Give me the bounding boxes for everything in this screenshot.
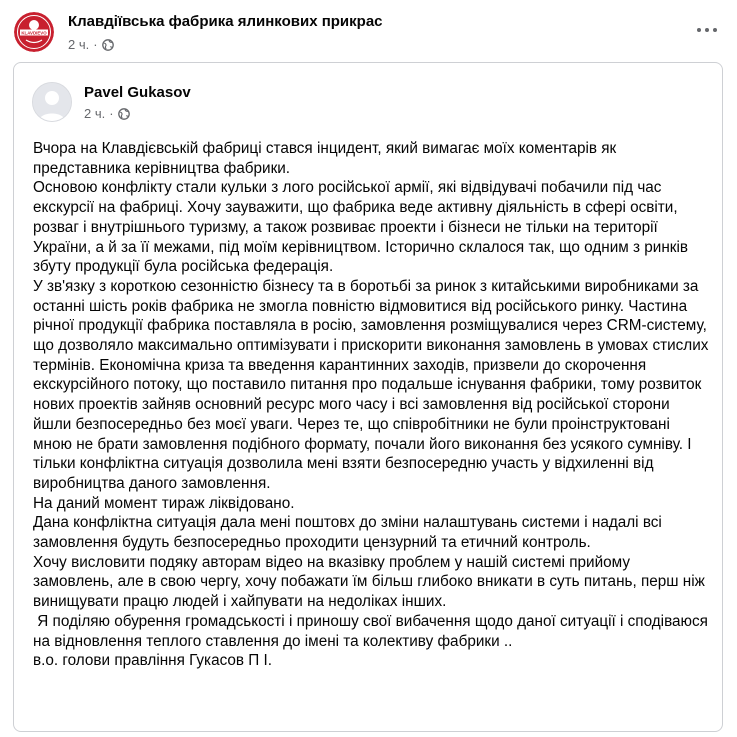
post-paragraph: Вчора на Клавдієвській фабриці стався інцидент, який вимагає моїх коментарів як представника керівництва фабрики. xyxy=(33,140,621,177)
page-post-meta xyxy=(68,37,114,52)
post-timestamp[interactable]: 2 ч. xyxy=(68,37,90,52)
meta-separator: · xyxy=(109,106,114,121)
author-avatar[interactable] xyxy=(32,82,72,122)
post-paragraph: У зв'язку з короткою сезонністю бізнесу та в боротьбі за ринок з китайськими виробниками за останні шість років фабрика не змогла повністю відмовитися від російського ринку. Частина річної продукції фабрика поставляла в росію, замовлення розміщувалися через CRM-систему, що дозволяло максимально оптимізувати і прискорити виконання замовлень в умовах стислих термінів. Економічна криза та введення карантинних заходів, призвели до скорочення екскурсійного потоку, що поставило питання про подальше існування фабрики, тому розвиток нових проектів зайняв основний ресурс мого часу і всі замовлення від російської сторони йшли безпосередньо без моєї уваги. Через те, що співробітники не були проінструктовані мною не брати замовлення подібного формату, почали його виконання без усякого сумніву. І тільки конфліктна ситуація дозволила мені взяти безпосередню участь у відхиленні від виробництва даного замовлення. xyxy=(33,277,713,492)
author-name-link[interactable]: Pavel Gukasov xyxy=(84,84,191,101)
shared-post-meta xyxy=(84,106,130,121)
post-paragraph: Дана конфліктна ситуація дала мені поштовх до зміни налаштувань системи і надалі всі замовлення будуть безпосередньо проходити цензурний та етичний контроль. xyxy=(33,514,667,552)
globe-icon[interactable] xyxy=(102,39,114,51)
page-logo xyxy=(14,12,54,52)
post-signature: в.о. голови правління Гукасов П І. xyxy=(33,652,273,670)
logo-text: KLAVDIEVO xyxy=(21,30,47,36)
globe-icon[interactable] xyxy=(118,108,130,120)
post-paragraph: Основою конфлікту стали кульки з лого російської армії, які відвідувачі побачили під час екскурсії на фабриці. Хочу зауважити, що фабрика веде активну діяльність в сфері освіти, розваг і внутрішнього туризму, а також розвиває проекти і бізнеси не тільки на території України, а й за її межами, під моїм керівництвом. Історично склалося так, що одним з ринків збуту продукції була російська федерація. xyxy=(33,179,693,276)
post-body xyxy=(33,139,711,671)
shared-post-card[interactable] xyxy=(13,62,723,732)
post-paragraph: Хочу висловити подяку авторам відео на вказівку проблем у нашій системі прийому замовлень, але в свою чергу, хочу побажати їм більш глибоко вникати в суть питань, перш ніж винищувати працю людей і хайпувати на недоліках інших. xyxy=(33,553,710,611)
page-avatar[interactable] xyxy=(14,12,54,52)
shared-post-timestamp[interactable]: 2 ч. xyxy=(84,106,106,121)
page-post-header xyxy=(0,0,737,60)
default-avatar-icon xyxy=(33,83,71,121)
post-paragraph: На даний момент тираж ліквідовано. xyxy=(33,494,295,512)
post-paragraph: Я поділяю обурення громадськості і приношу свої вибачення щодо даної ситуації і сподіваюся на відновлення теплого ставлення до імені та колективу фабрики .. xyxy=(33,612,713,650)
meta-separator: · xyxy=(93,37,98,52)
page-name-link[interactable]: Клавдіївська фабрика ялинкових прикрас xyxy=(68,13,383,30)
more-options-icon[interactable] xyxy=(693,22,721,38)
